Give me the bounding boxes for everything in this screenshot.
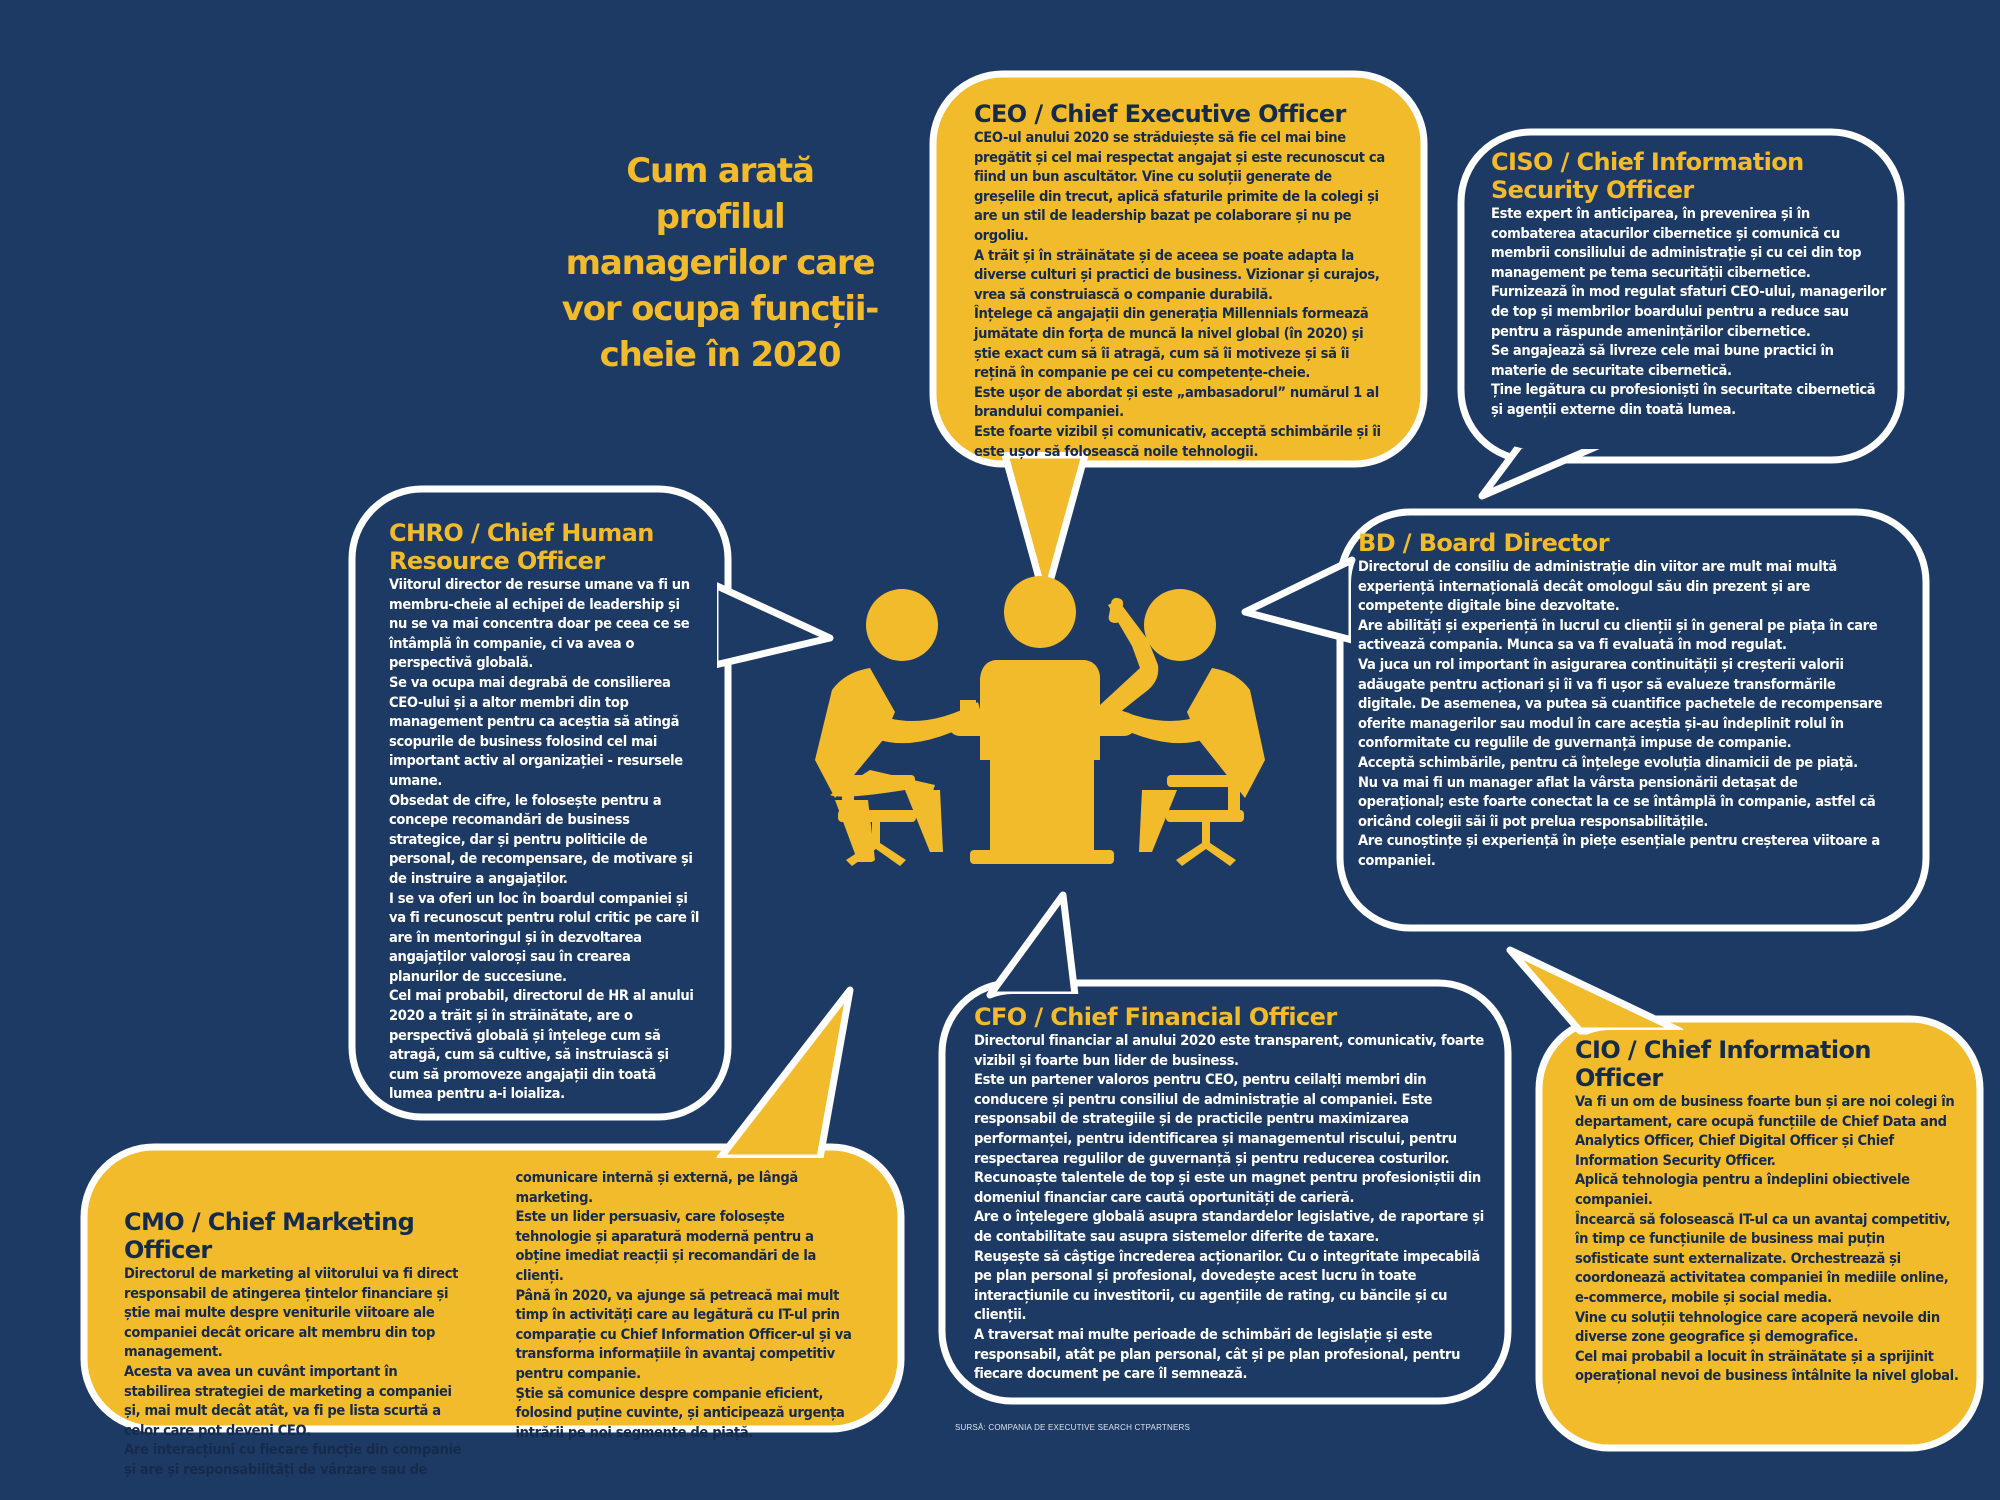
ciso-box — [1491, 148, 1886, 420]
headline: Cum arată profilul managerilor care vor ocupa funcții-cheie în 2020 — [561, 151, 879, 375]
cmo-body-left: Directorul de marketing al viitorului va fi direct responsabil de atingerea țintelor financiare și știe mai multe despre veniturile viitoare ale companiei decât oricare alt membru din top management. Acesta va avea un cuvânt important în stabilirea strategiei de marketing a companiei și, mai mult decât atât, va fi pe lista scurtă a celor care pot deveni CEO. Are interacțiuni cu fiecare funcție din companie și are și responsabilități de vânzare sau de — [124, 1265, 462, 1478]
chro-box — [389, 519, 701, 1104]
chro-title: CHRO / Chief Human Resource Officer — [389, 519, 654, 575]
cio-title: CIO / Chief Information Officer — [1575, 1036, 1871, 1092]
cfo-box — [974, 1003, 1494, 1384]
bd-body: Directorul de consiliu de administrație din viitor are mult mai multă experiență internațională decât omologul său din prezent și are competențe digitale bine dezvoltate. Are abilități și experiență în lucrul cu clienții și în general pe piața în care activează compania. Munca sa va fi evaluată în mod regulat. Va juca un rol important în asigurarea continuității și creșterii valorii adăugate pentru acționari și îi va fi ușor să evalueze transformările digitale. De asemenea, va putea să cuantifice pachetele de recompensare oferite managerilor sau modul în care aceștia și-au îndeplinit rolul în conformitate cu regulile de guvernanță impuse de companie. Acceptă schimbările, pentru că înțelege evoluția dinamicii de pe piață. Nu va mai fi un manager aflat la vârsta pensionării detașat de operațional; este foarte conectat la ce se întâmplă în companie, astfel că oricând colegii săi îi pot prelua responsabilitățile. Are cunoștințe și experiență în piețe esențiale pentru creșterea viitoare a companiei. — [1358, 558, 1883, 869]
cfo-body: Directorul financiar al anului 2020 este transparent, comunicativ, foarte vizibil și foarte bun lider de business. Este un partener valoros pentru CEO, pentru ceilalți membri din conducere și pentru consiliul de administrație al companiei. Este responsabil de strategiile și de practicile pentru maximizarea performanței, pentru identificarea și managementul riscului, pentru respectarea regulilor de guvernanță și pentru reducerea costurilor. Recunoaște talentele de top și este un magnet pentru profesioniștii din domeniul financiar care caută oportunități de carieră. Are o înțelegere globală asupra standardelor legislative, de raportare și de contabilitate sau asupra sistemelor diferite de taxare. Reușește să câștige încrederea acționarilor. Cu o integritate impecabilă pe plan personal și profesional, dovedește acest lucru în toate interacțiunile cu investitorii, cu agențiile de rating, cu băncile și cu clienții. A traversat mai multe perioade de schimbări de legislație și este responsabil, atât pe plan personal, cât și pe plan profesional, pentru fiecare document pe care îl semnează. — [974, 1032, 1484, 1383]
cfo-title: CFO / Chief Financial Officer — [974, 1003, 1337, 1031]
cmo-body-right: comunicare internă și externă, pe lângă marketing. Este un lider persuasiv, care folosește tehnologie și aparatură modernă pentru a obține imediat reacții și recomandări de la clienți. Până în 2020, va ajunge să petreacă mai mult timp în activități care au legătură cu IT-ul prin comparație cu Chief Information Officer-ul și va transforma informațiile în avantaj competitiv pentru companie. Știe să comunice despre companie eficient, folosind puține cuvinte, și anticipează urgența intrării pe noi segmente de piață. — [515, 1169, 852, 1441]
ceo-body: CEO-ul anului 2020 se străduiește să fie cel mai bine pregătit și cel mai respectat angajat și este recunoscut ca fiind un bun ascultător. Vine cu soluții generate de greșelile din trecut, aplică sfaturile primite de la colegi și are un stil de leadership bazat pe colaborare și nu pe orgoliu. A trăit și în străinătate și de aceea se poate adapta la diverse culturi și practici de business. Vizionar și curajos, vrea să construiască o companie durabilă. Înțelege că angajații din generația Millennials formează jumătate din forța de muncă la nivel global (în 2020) și știe exact cum să îi atragă, cum să îi motiveze și să îi rețină în companie pe cei cu competențe-cheie. Este ușor de abordat și este „ambasadorul” numărul 1 al brandului companiei. Este foarte vizibil și comunicativ, acceptă schimbările și îi este ușor să folosească noile tehnologii. — [974, 129, 1385, 460]
bd-box — [1358, 529, 1883, 871]
source-note: SURSĂ: COMPANIA DE EXECUTIVE SEARCH CTPARTNERS — [955, 1423, 1191, 1432]
cio-box — [1575, 1036, 1960, 1386]
ciso-body: Este expert în anticiparea, în prevenirea și în combaterea atacurilor cibernetice și comunică cu membrii consiliului de administrație și cu cei din top management pe tema securității cibernetice. Furnizează în mod regulat sfaturi CEO-ului, managerilor de top și membrilor boardului pentru a reduce sau pentru a răspunde amenințărilor cibernetice. Se angajează să livreze cele mai bune practici în materie de securitate cibernetică. Ține legătura cu profesioniști în securitate cibernetică și agenții externe din toată lumea. — [1491, 205, 1886, 418]
ceo-box — [974, 100, 1386, 461]
table-icon — [948, 700, 1136, 864]
bd-title: BD / Board Director — [1358, 529, 1609, 557]
ceo-title: CEO / Chief Executive Officer — [974, 100, 1346, 128]
meeting-table-icon — [815, 576, 1265, 866]
chro-body: Viitorul director de resurse umane va fi un membru-cheie al echipei de leadership și nu se va mai concentra doar pe ceea ce se întâmplă în companie, ci va avea o perspectivă globală. Se va ocupa mai degrabă de consilierea CEO-ului și a altor membri din top management pentru ca aceștia să atingă scopurile de business folosind cel mai important activ al organizației - resursele umane. Obsedat de cifre, le folosește pentru a concepe recomandări de business strategice, dar și pentru politicile de personal, de recompensare, de motivare și de instruire a angajaților. I se va oferi un loc în boardul companiei și va fi recunoscut pentru rolul critic pe care îl are în mentoringul și în dezvoltarea angajaților valoroși sau în crearea planurilor de succesiune. Cel mai probabil, directorul de HR al anului 2020 a trăit și în străinătate, are o perspectivă globală și înțelege cum să atragă, cum să cultive, să instruiască și cum să promoveze angajații din toată lumea pentru a-i loializa. — [389, 576, 700, 1103]
cmo-title: CMO / Chief Marketing Officer — [124, 1208, 415, 1264]
ciso-title: CISO / Chief Information Security Officer — [1491, 148, 1804, 204]
cmo-box — [124, 1168, 859, 1480]
cio-body: Va fi un om de business foarte bun și are noi colegi în departament, care ocupă funcțiile de Chief Data and Analytics Officer, Chief Digital Officer și Chief Information Security Officer. Aplică tehnologia pentru a îndeplini obiectivele companiei. Încearcă să folosească IT-ul ca un avantaj competitiv, în timp ce funcțiunile de business mai puțin sofisticate sunt externalizate. Orchestrează și coordonează activitatea companiei în mediile online, e-commerce, mobile și social media. Vine cu soluții tehnologice care acoperă nevoile din diverse zone geografice și demografice. Cel mai probabil a locuit în străinătate și a sprijinit operațional nevoi de business întâlnite la nivel global. — [1575, 1093, 1959, 1385]
